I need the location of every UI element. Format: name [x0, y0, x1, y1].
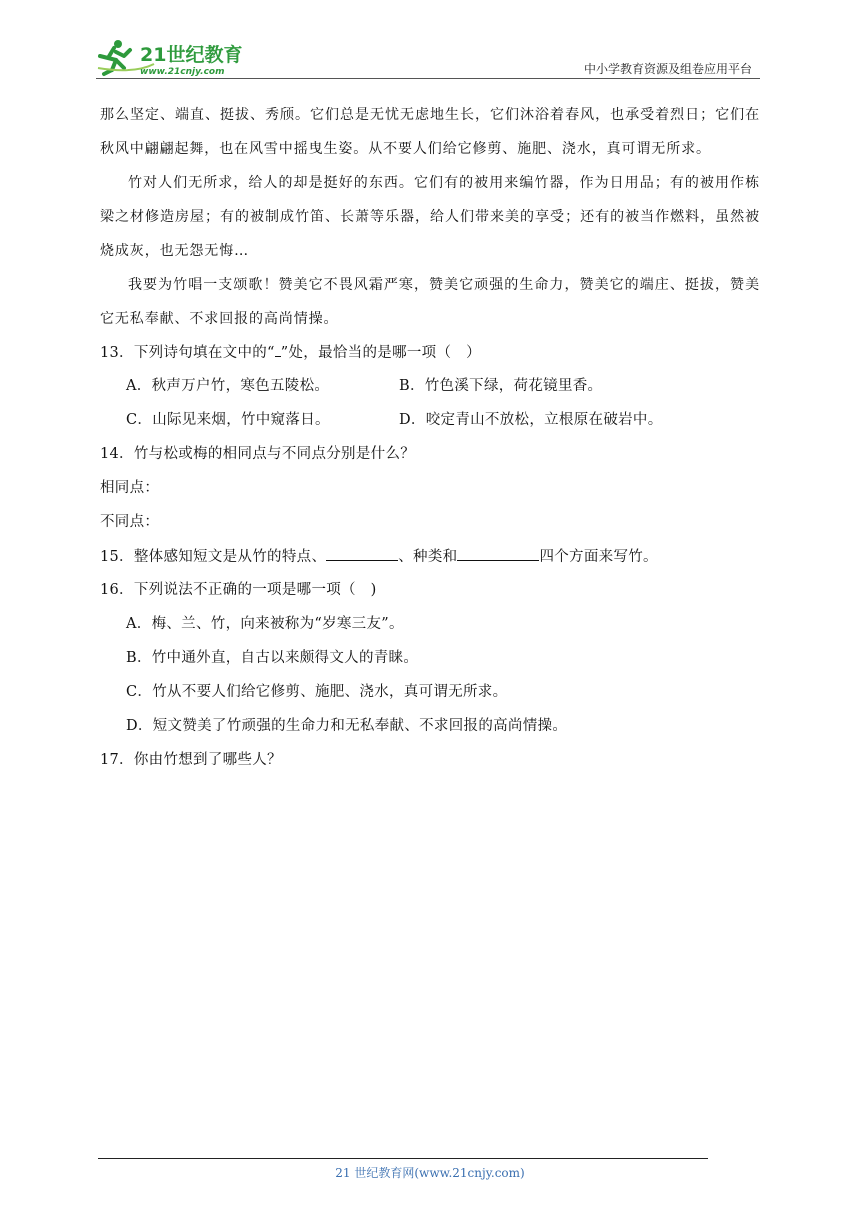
passage-paragraph-3: 我要为竹唱一支颂歌！赞美它不畏风霜严寒，赞美它顽强的生命力，赞美它的端庄、挺拔，赞美它无私奉献、不求回报的高尚情操。	[100, 277, 760, 327]
header-divider	[96, 78, 760, 79]
q16-option-b[interactable]: B．竹中通外直，自古以来颇得文人的青睐。	[126, 650, 419, 666]
q16-option-c[interactable]: C．竹从不要人们给它修剪、施肥、浇水，真可谓无所求。	[126, 684, 508, 700]
q15-stem-part-2: 、种类和	[398, 549, 458, 565]
question-14-stem: 14．竹与松或梅的相同点与不同点分别是什么？	[100, 446, 416, 462]
q14-same-label: 相同点：	[100, 480, 160, 496]
question-16-stem: 16．下列说法不正确的一项是哪一项（ )	[100, 582, 377, 598]
site-logo[interactable]	[94, 36, 264, 80]
question-13-stem	[100, 342, 481, 363]
footer-site-link[interactable]: 21 世纪教育网(www.21cnjy.com)	[335, 1166, 525, 1180]
footer-divider	[98, 1158, 708, 1159]
q13-option-d[interactable]: D．咬定青山不放松，立根原在破岩中。	[399, 412, 663, 428]
q13-option-c[interactable]: C．山际见来烟，竹中窥落日。	[126, 412, 330, 428]
q15-blank-1[interactable]	[326, 546, 398, 561]
q16-option-d[interactable]: D．短文赞美了竹顽强的生命力和无私奉献、不求回报的高尚情操。	[126, 718, 568, 734]
runner-logo-icon	[94, 36, 264, 80]
logo-text: 21世纪教育	[140, 44, 243, 66]
question-15-stem	[100, 546, 658, 567]
q13-option-b[interactable]: B．竹色溪下绿，荷花镜里香。	[399, 378, 603, 394]
passage-line-1: 那么坚定、端直、挺拔、秀颀。它们总是无忧无虑地生长，它们沐浴着春风，也承受着烈日；它们在	[100, 107, 760, 123]
q16-option-a[interactable]: A．梅、兰、竹，向来被称为“岁寒三友”。	[126, 616, 404, 632]
q15-stem-part-3: 四个方面来写竹。	[539, 549, 658, 565]
header-platform-title: 中小学教育资源及组卷应用平台	[583, 62, 752, 76]
q14-diff-label: 不同点：	[100, 514, 160, 530]
q13-stem-part-2: ”处，最恰当的是哪一项（ ）	[280, 345, 481, 361]
logo-url: www.21cnjy.com	[140, 67, 225, 77]
q13-option-a[interactable]: A．秋声万户竹，寒色五陵松。	[126, 378, 330, 394]
passage-paragraph-2: 竹对人们无所求，给人的却是挺好的东西。它们有的被用来编竹器，作为日用品；有的被用作栋梁之材修造房屋；有的被制成竹笛、长萧等乐器，给人们带来美的享受；还有的被当作燃料，虽然被烧成灰，也无怨无悔…	[100, 175, 760, 259]
question-17-stem: 17．你由竹想到了哪些人？	[100, 752, 282, 768]
passage-line-2: 秋风中翩翩起舞，也在风雪中摇曳生姿。从不要人们给它修剪、施肥、浇水，真可谓无所求。	[100, 141, 711, 157]
q15-stem-part-1: 15．整体感知短文是从竹的特点、	[100, 549, 327, 565]
q13-stem-part-1: 13．下列诗句填在文中的“	[100, 345, 275, 361]
passage-paragraph-1	[100, 98, 760, 166]
q15-blank-2[interactable]	[457, 546, 539, 561]
